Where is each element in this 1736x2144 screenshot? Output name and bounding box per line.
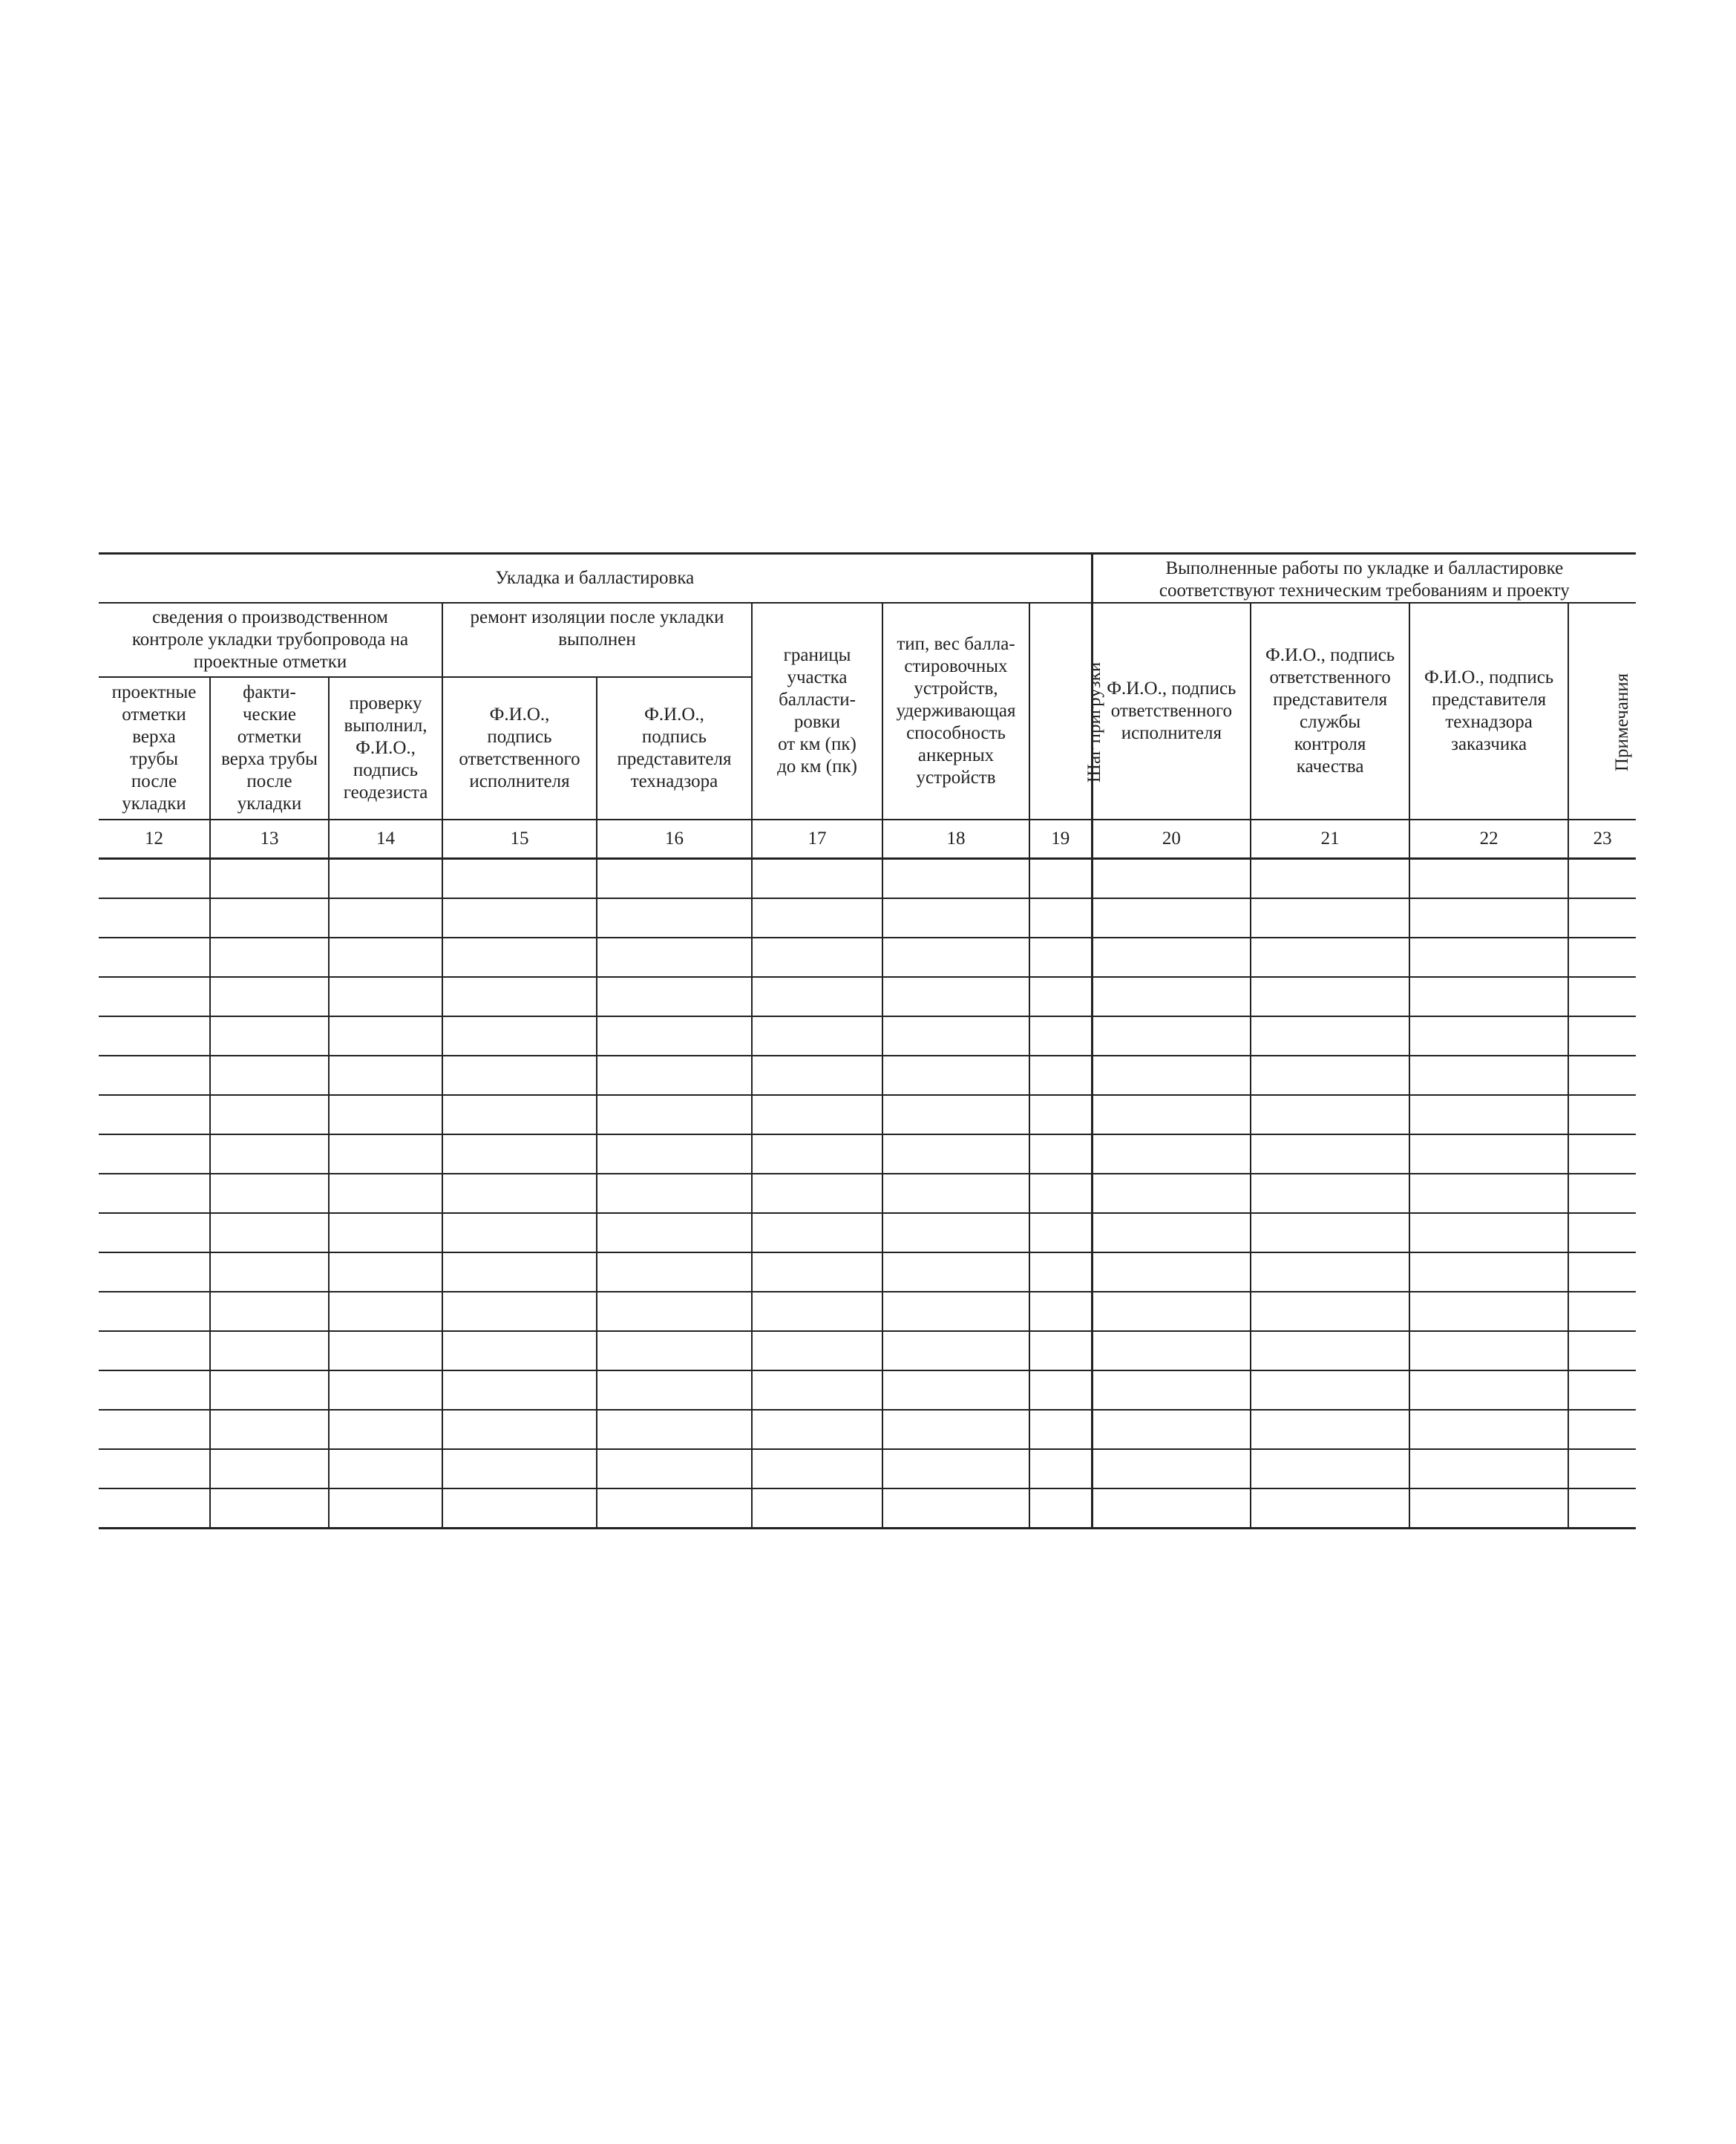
table-cell[interactable] [1409,898,1568,938]
table-cell[interactable] [329,1370,442,1410]
table-cell[interactable] [1092,1488,1251,1529]
table-cell[interactable] [442,898,597,938]
table-cell[interactable] [99,938,210,977]
table-cell[interactable] [597,977,752,1016]
table-cell[interactable] [1029,1174,1092,1213]
table-cell[interactable] [210,1252,329,1292]
column-number: 21 [1251,820,1409,859]
table-cell[interactable] [1092,1095,1251,1134]
table-cell[interactable] [1092,859,1251,899]
table-cell[interactable] [752,977,882,1016]
table-cell[interactable] [329,1174,442,1213]
table-cell[interactable] [882,898,1029,938]
col-header-23 [1568,603,1636,820]
table-cell[interactable] [882,1056,1029,1095]
table-cell[interactable] [1029,1410,1092,1449]
table-cell[interactable] [1568,1056,1636,1095]
table-cell[interactable] [882,938,1029,977]
table-row [99,859,1636,899]
table-cell[interactable] [752,898,882,938]
table-cell[interactable] [99,1095,210,1134]
column-number: 20 [1092,820,1251,859]
table-cell[interactable] [1409,1016,1568,1056]
table-cell[interactable] [442,1016,597,1056]
table-cell[interactable] [1409,1292,1568,1331]
col-header-19-label: Шаг пригрузки [1084,661,1105,783]
table-cell[interactable] [99,1449,210,1488]
table-cell[interactable] [597,1095,752,1134]
journal-form-table [99,552,1636,1529]
table-cell[interactable] [210,1134,329,1174]
group-header-production-control: сведения о производственном контроле укладки трубопровода на проектные отметки [99,603,442,677]
table-row [99,1174,1636,1213]
table-cell[interactable] [1029,1449,1092,1488]
table-cell[interactable] [1568,1370,1636,1410]
table-cell[interactable] [1029,1292,1092,1331]
column-number: 14 [329,820,442,859]
table-cell[interactable] [1092,1252,1251,1292]
table-cell[interactable] [442,938,597,977]
table-cell[interactable] [882,1410,1029,1449]
table-cell[interactable] [597,1370,752,1410]
table-cell[interactable] [1251,1252,1409,1292]
table-cell[interactable] [1409,1213,1568,1252]
table-cell[interactable] [210,1056,329,1095]
table-cell[interactable] [329,977,442,1016]
col-header-16: Ф.И.О., подпись представителя технадзора [597,677,752,820]
table-cell[interactable] [210,1095,329,1134]
table-cell[interactable] [1568,1488,1636,1529]
table-cell[interactable] [1409,1134,1568,1174]
section-header-approval: Выполненные работы по укладке и балластировке соответствуют техническим требованиям и проекту [1092,554,1636,604]
table-cell[interactable] [1409,1174,1568,1213]
table-cell[interactable] [329,898,442,938]
col-header-17: границы участка балласти- ровки от км (пк) до км (пк) [752,603,882,820]
col-header-21: Ф.И.О., подпись ответственного представителя службы контроля качества [1251,603,1409,820]
table-cell[interactable] [329,1213,442,1252]
table-cell[interactable] [1568,1134,1636,1174]
col-header-20: Ф.И.О., подпись ответственного исполнителя [1092,603,1251,820]
table-cell[interactable] [597,859,752,899]
table-cell[interactable] [1409,1252,1568,1292]
table-cell[interactable] [442,1370,597,1410]
table-cell[interactable] [1568,1095,1636,1134]
table-cell[interactable] [1409,1410,1568,1449]
table-cell[interactable] [210,1410,329,1449]
table-cell[interactable] [1251,1331,1409,1370]
table-cell[interactable] [882,859,1029,899]
table-cell[interactable] [1251,1095,1409,1134]
table-cell[interactable] [99,1370,210,1410]
table-cell[interactable] [442,859,597,899]
table-cell[interactable] [597,1488,752,1529]
table-cell[interactable] [442,1449,597,1488]
table-cell[interactable] [1029,977,1092,1016]
table-cell[interactable] [1251,977,1409,1016]
table-cell[interactable] [329,859,442,899]
table-cell[interactable] [99,977,210,1016]
table-cell[interactable] [99,1016,210,1056]
table-cell[interactable] [752,1174,882,1213]
table-cell[interactable] [597,1292,752,1331]
table-cell[interactable] [210,977,329,1016]
column-number: 23 [1568,820,1636,859]
table-row [99,1410,1636,1449]
table-cell[interactable] [1092,1449,1251,1488]
table-cell[interactable] [882,1134,1029,1174]
table-cell[interactable] [1029,1056,1092,1095]
column-number: 17 [752,820,882,859]
table-row [99,1331,1636,1370]
group-header-insulation-repair: ремонт изоляции после укладки выполнен [442,603,752,677]
table-cell[interactable] [752,1252,882,1292]
table-cell[interactable] [1092,898,1251,938]
table-row [99,977,1636,1016]
table-cell[interactable] [442,1174,597,1213]
table-cell[interactable] [1092,1410,1251,1449]
section-header-laying-ballasting: Укладка и балластировка [99,554,1092,604]
table-cell[interactable] [1568,1331,1636,1370]
column-number-row [99,820,1636,859]
table-cell[interactable] [1251,1016,1409,1056]
table-cell[interactable] [1409,1488,1568,1529]
table-cell[interactable] [442,1213,597,1252]
table-cell[interactable] [882,1213,1029,1252]
table-row [99,1488,1636,1529]
table-cell[interactable] [1092,1213,1251,1252]
table-cell[interactable] [210,898,329,938]
col-header-14: проверку выполнил, Ф.И.О., подпись геодезиста [329,677,442,820]
table-cell[interactable] [1029,1016,1092,1056]
table-cell[interactable] [752,859,882,899]
table-cell[interactable] [1092,1370,1251,1410]
table-cell[interactable] [99,1213,210,1252]
table-cell[interactable] [1029,859,1092,899]
table-cell[interactable] [99,1056,210,1095]
table-cell[interactable] [752,1016,882,1056]
table-cell[interactable] [1251,1449,1409,1488]
table-cell[interactable] [882,1449,1029,1488]
table-cell[interactable] [597,1410,752,1449]
table-cell[interactable] [1029,1252,1092,1292]
table-cell[interactable] [1092,1292,1251,1331]
table-cell[interactable] [597,1056,752,1095]
table-cell[interactable] [1251,1410,1409,1449]
table-cell[interactable] [210,1488,329,1529]
table-cell[interactable] [210,1174,329,1213]
table-cell[interactable] [597,898,752,938]
table-row [99,1095,1636,1134]
table-cell[interactable] [99,1134,210,1174]
table-cell[interactable] [597,1331,752,1370]
table-cell[interactable] [752,1331,882,1370]
table-cell[interactable] [882,1174,1029,1213]
table-row [99,1134,1636,1174]
table-cell[interactable] [1092,1016,1251,1056]
column-number: 13 [210,820,329,859]
table-cell[interactable] [752,1292,882,1331]
table-row [99,1292,1636,1331]
table-cell[interactable] [1568,1449,1636,1488]
column-number: 22 [1409,820,1568,859]
table-cell[interactable] [1092,1174,1251,1213]
table-cell[interactable] [1092,977,1251,1016]
table-cell[interactable] [1029,1134,1092,1174]
table-cell[interactable] [329,1449,442,1488]
table-cell[interactable] [1092,1134,1251,1174]
table-cell[interactable] [752,938,882,977]
table-cell[interactable] [1409,1449,1568,1488]
table-cell[interactable] [1568,1016,1636,1056]
table-cell[interactable] [210,1449,329,1488]
table-cell[interactable] [1251,1370,1409,1410]
table-cell[interactable] [1568,1292,1636,1331]
col-header-18: тип, вес балла- стировочных устройств, удерживающая способность анкерных устройств [882,603,1029,820]
table-cell[interactable] [1568,859,1636,899]
table-cell[interactable] [442,1056,597,1095]
table-cell[interactable] [752,1056,882,1095]
table-cell[interactable] [882,1331,1029,1370]
table-cell[interactable] [210,938,329,977]
col-header-22: Ф.И.О., подпись представителя технадзора заказчика [1409,603,1568,820]
table-cell[interactable] [1251,1213,1409,1252]
table-cell[interactable] [597,1134,752,1174]
table-cell[interactable] [1409,977,1568,1016]
table-cell[interactable] [1029,1213,1092,1252]
table-cell[interactable] [329,1095,442,1134]
table-cell[interactable] [1029,1331,1092,1370]
table-cell[interactable] [210,1292,329,1331]
table-cell[interactable] [329,1292,442,1331]
col-header-13: факти- ческие отметки верха трубы после укладки [210,677,329,820]
table-cell[interactable] [882,1370,1029,1410]
table-cell[interactable] [752,1488,882,1529]
table-cell[interactable] [882,1292,1029,1331]
table-cell[interactable] [329,1016,442,1056]
table-cell[interactable] [329,1331,442,1370]
table-cell[interactable] [1029,1370,1092,1410]
table-row [99,1449,1636,1488]
table-cell[interactable] [1409,1056,1568,1095]
table-row [99,898,1636,938]
table-cell[interactable] [1251,1488,1409,1529]
table-cell[interactable] [1092,938,1251,977]
table-cell[interactable] [99,1252,210,1292]
table-cell[interactable] [442,1292,597,1331]
col-header-12: проектные отметки верха трубы после укладки [99,677,210,820]
table-cell[interactable] [752,1449,882,1488]
table-cell[interactable] [1251,938,1409,977]
table-cell[interactable] [99,1174,210,1213]
table-cell[interactable] [882,1016,1029,1056]
table-cell[interactable] [1251,1134,1409,1174]
table-cell[interactable] [1409,859,1568,899]
column-number: 18 [882,820,1029,859]
table-cell[interactable] [1029,938,1092,977]
table-cell[interactable] [99,859,210,899]
table-row [99,1056,1636,1095]
table-cell[interactable] [442,1134,597,1174]
table-row [99,938,1636,977]
table-cell[interactable] [1409,1331,1568,1370]
table-cell[interactable] [1029,898,1092,938]
column-number: 16 [597,820,752,859]
table-row [99,1016,1636,1056]
table-cell[interactable] [1251,1292,1409,1331]
col-header-19 [1029,603,1105,820]
table-cell[interactable] [1409,1370,1568,1410]
table-row [99,1213,1636,1252]
table-cell[interactable] [597,1252,752,1292]
table-cell[interactable] [99,1292,210,1331]
table-cell[interactable] [329,1056,442,1095]
table-cell[interactable] [1568,1213,1636,1252]
table-cell[interactable] [99,1331,210,1370]
table-cell[interactable] [442,977,597,1016]
table-cell[interactable] [329,1134,442,1174]
table-cell[interactable] [210,1331,329,1370]
table-cell[interactable] [1568,898,1636,938]
table-cell[interactable] [1568,977,1636,1016]
table-cell[interactable] [99,1410,210,1449]
table-cell[interactable] [210,1016,329,1056]
table-cell[interactable] [752,1213,882,1252]
table-cell[interactable] [597,1213,752,1252]
col-header-23-label: Примечания [1612,673,1633,772]
column-number: 15 [442,820,597,859]
table-cell[interactable] [882,1095,1029,1134]
table-cell[interactable] [1409,1095,1568,1134]
table-cell[interactable] [597,1449,752,1488]
table-cell[interactable] [882,1488,1029,1529]
table-cell[interactable] [442,1095,597,1134]
table-row [99,1252,1636,1292]
table-cell[interactable] [597,1016,752,1056]
table-cell[interactable] [1251,898,1409,938]
table-row [99,1370,1636,1410]
table-cell[interactable] [210,1370,329,1410]
column-number: 12 [99,820,210,859]
table-cell[interactable] [1029,1488,1092,1529]
table-cell[interactable] [442,1488,597,1529]
table-cell[interactable] [752,1134,882,1174]
col-header-15: Ф.И.О., подпись ответственного исполнителя [442,677,597,820]
table-cell[interactable] [1029,1095,1092,1134]
table-cell[interactable] [1568,1410,1636,1449]
table-cell[interactable] [1251,859,1409,899]
table-cell[interactable] [210,1213,329,1252]
table-cell[interactable] [1092,1056,1251,1095]
table-cell[interactable] [597,1174,752,1213]
table-cell[interactable] [329,1252,442,1292]
table-cell[interactable] [882,977,1029,1016]
table-cell[interactable] [442,1410,597,1449]
table-cell[interactable] [210,859,329,899]
column-number: 19 [1029,820,1092,859]
table-cell[interactable] [1092,1331,1251,1370]
table-cell[interactable] [329,1410,442,1449]
table-cell[interactable] [329,938,442,977]
table-cell[interactable] [1568,1252,1636,1292]
table-cell[interactable] [442,1331,597,1370]
table-cell[interactable] [1251,1174,1409,1213]
table-cell[interactable] [1568,1174,1636,1213]
table-cell[interactable] [882,1252,1029,1292]
table-cell[interactable] [99,898,210,938]
blank-rows [99,859,1636,1529]
table-cell[interactable] [1251,1056,1409,1095]
table-cell[interactable] [597,938,752,977]
table-cell[interactable] [752,1370,882,1410]
table-cell[interactable] [1409,938,1568,977]
table-cell[interactable] [1568,938,1636,977]
table-cell[interactable] [99,1488,210,1529]
table-cell[interactable] [442,1252,597,1292]
table-cell[interactable] [752,1410,882,1449]
table-cell[interactable] [329,1488,442,1529]
table-cell[interactable] [752,1095,882,1134]
